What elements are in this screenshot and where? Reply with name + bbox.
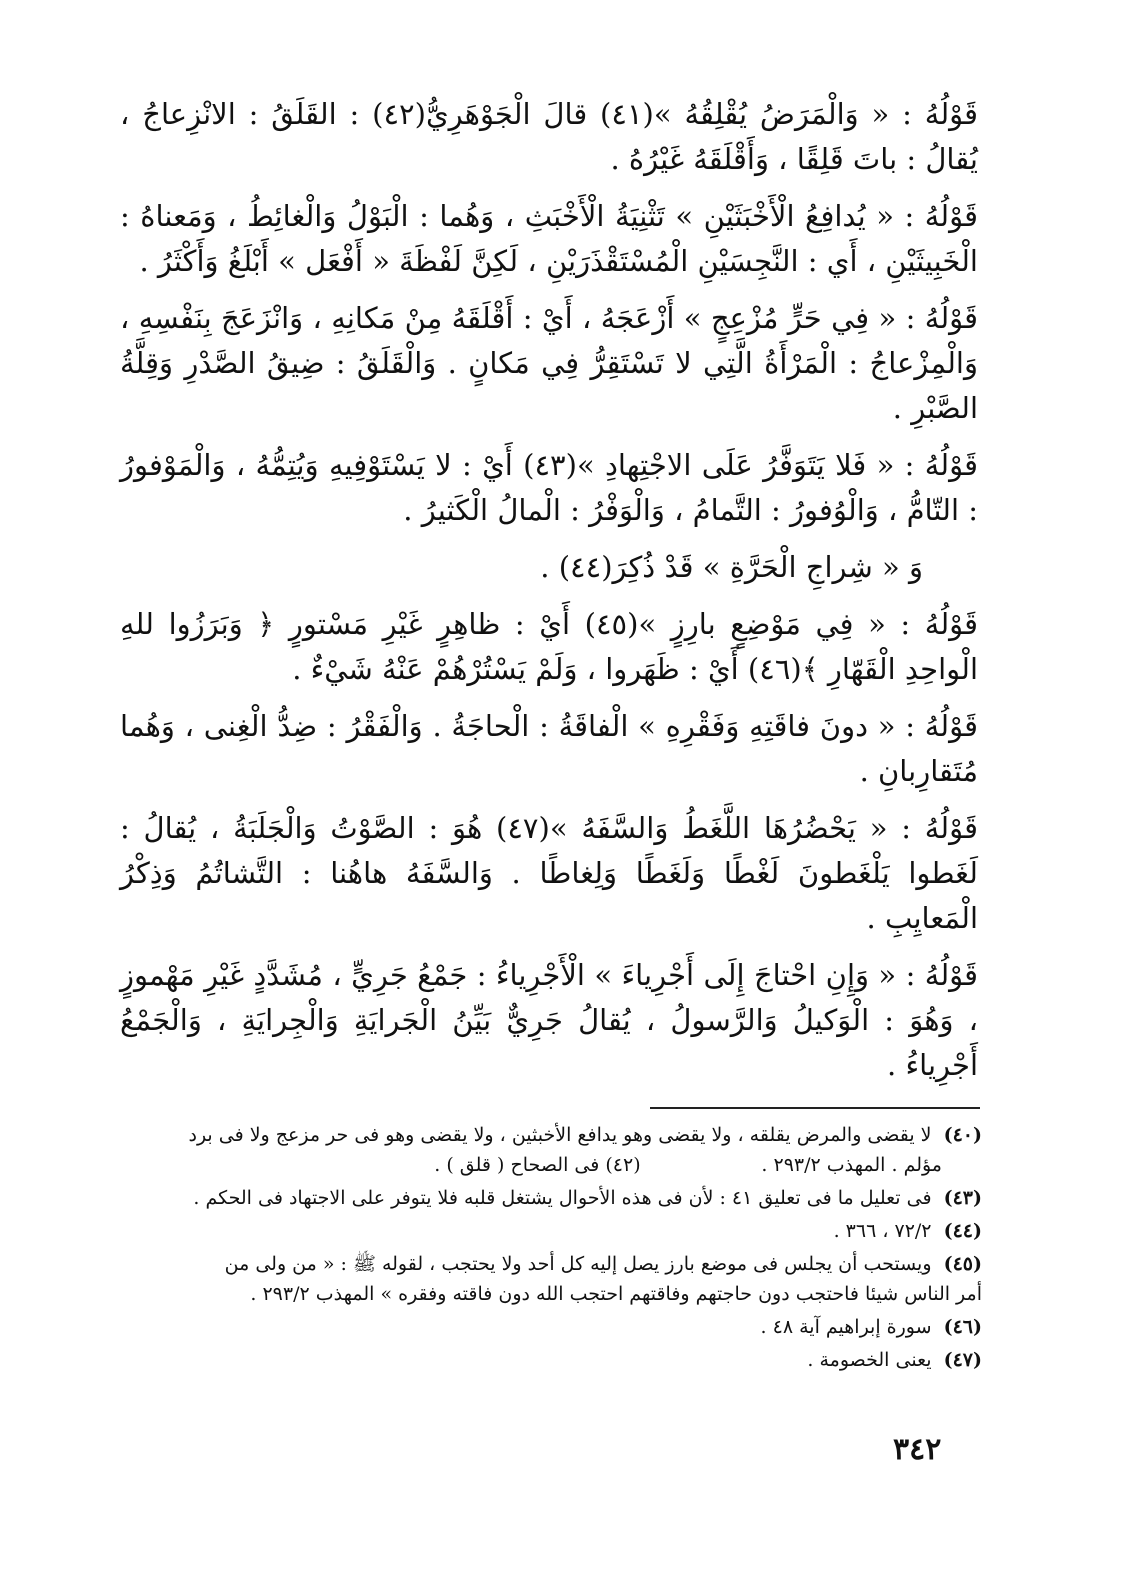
footnote-text: فى تعليل ما فى تعليق ٤١ : لأن فى هذه الأحوال يشتغل قلبه فلا يتوفر على الاجتهاد فى الحكم . <box>193 1187 932 1209</box>
paragraph-3: قَوْلُهُ : « فِي حَرٍّ مُزْعِجٍ » أَزْعَجَهُ ، أَيْ : أَقْلَقَهُ مِنْ مَكانِهِ ، وَانْزَعَجَ بِنَفْسِهِ ، وَالْمِزْعاجُ : الْمَرْأَةُ الَّتِي لا تَسْتَقِرُّ فِي مَكانٍ . وَالْقَلَقُ : ضِيقُ الصَّدْرِ وَقِلَّةُ الصَّبْرِ . <box>120 301 978 425</box>
footnote-text: سورة إبراهيم آية ٤٨ . <box>760 1316 932 1338</box>
footnote-46 <box>122 1312 982 1342</box>
footnote-divider <box>650 1107 980 1109</box>
footnotes <box>122 1120 982 1378</box>
footnote-text: ٧٢/٢ ، ٣٦٦ . <box>833 1220 932 1242</box>
page-number: ٣٤٢ <box>893 1432 942 1467</box>
footnote-text-continued: مؤلم . المهذب ٢٩٣/٢ . (٤٢) فى الصحاح ( قلق ) . <box>434 1154 942 1176</box>
paragraph-7: قَوْلُهُ : « دونَ فاقَتِهِ وَفَقْرِهِ » الْفاقَةُ : الْحاجَةُ . وَالْفَقْرُ : ضِدُّ الْغِنى ، وَهُما مُتَقارِبانِ . <box>120 709 978 788</box>
footnote-text-continued: أمر الناس شيئا فاحتجب دون حاجتهم وفاقتهم احتجب الله دون فاقته وفقره » المهذب ٢٩٣/٢ . <box>250 1283 982 1305</box>
paragraph-2: قَوْلُهُ : « يُدافِعُ الْأَخْبَثَيْنِ » تَثْنِيَةُ الْأَخْبَثِ ، وَهُما : الْبَوْلُ وَالْغائِطُ ، وَمَعناهُ : الْخَبِيثَيْنِ ، أَي : النَّجِسَيْنِ الْمُسْتَقْذَرَيْنِ ، لَكِنَّ لَفْظَةَ « أَفْعَل » أَبْلَغُ وَأَكْثَرُ . <box>120 199 978 278</box>
paragraph-4: قَوْلُهُ : « فَلا يَتَوَفَّرُ عَلَى الاجْتِهادِ »(٤٣) أَيْ : لا يَسْتَوْفِيهِ وَيُتِمُّهُ ، وَالْمَوْفورُ : التّامُّ ، وَالْوُفورُ : التَّمامُ ، وَالْوَفْرُ : الْمالُ الْكَثيرُ . <box>120 448 978 527</box>
paragraph-5: وَ « شِراجِ الْحَرَّةِ » قَدْ ذُكِرَ(٤٤) . <box>540 550 923 584</box>
footnote-number: (٤٣) <box>943 1187 982 1209</box>
footnote-45 <box>122 1249 982 1309</box>
footnote-number: (٤٦) <box>943 1316 982 1338</box>
footnote-text: يعنى الخصومة . <box>807 1349 932 1371</box>
footnote-number: (٤٥) <box>943 1253 982 1275</box>
footnote-47 <box>122 1345 982 1375</box>
footnote-43 <box>122 1183 982 1213</box>
paragraph-1: قَوْلُهُ : « وَالْمَرَضُ يُقْلِقُهُ »(٤١) قالَ الْجَوْهَرِيُّ(٤٢) : القَلَقُ : الانْزِعاجُ ، يُقالُ : باتَ قَلِقًا ، وَأَقْلَقَهُ غَيْرُهُ . <box>120 97 979 176</box>
footnote-40 <box>122 1120 982 1180</box>
paragraph-8: قَوْلُهُ : « يَحْضُرُهَا اللَّغَطُ وَالسَّفَهُ »(٤٧) هُوَ : الصَّوْتُ وَالْجَلَبَةُ ، يُقالُ : لَغَطوا يَلْغَطونَ لَغْطًا وَلَغَطًا وَلِغاطًا . وَالسَّفَهُ هاهُنا : التَّشاتُمُ وَذِكْرُ الْمَعايِبِ . <box>120 811 978 935</box>
footnote-number: (٤٠) <box>943 1124 982 1146</box>
main-text <box>120 92 978 1100</box>
paragraph-6: قَوْلُهُ : « فِي مَوْضِعٍ بارِزٍ »(٤٥) أَيْ : ظاهِرٍ غَيْرِ مَسْتورٍ ﴿ وَبَرَزُوا للهِ الْواحِدِ الْقَهّارِ ﴾(٤٦) أَيْ : ظَهَروا ، وَلَمْ يَسْتُرْهُمْ عَنْهُ شَيْءٌ . <box>120 607 978 686</box>
footnote-number: (٤٧) <box>943 1349 982 1371</box>
paragraph-9: قَوْلُهُ : « وَإِنِ احْتاجَ إِلَى أَجْرِياءَ » الْأَجْرِياءُ : جَمْعُ جَرِيٍّ ، مُشَدَّدٍ غَيْرِ مَهْموزٍ ، وَهُوَ : الْوَكيلُ وَالرَّسولُ ، يُقالُ جَرِيٌّ بَيِّنُ الْجَرايَةِ وَالْجِرايَةِ ، وَالْجَمْعُ أَجْرِياءُ . <box>120 958 978 1082</box>
footnote-text: ويستحب أن يجلس فى موضع بارز يصل إليه كل أحد ولا يحتجب ، لقوله ﷺ : « من ولى من <box>224 1253 932 1275</box>
footnote-number: (٤٤) <box>943 1220 982 1242</box>
footnote-44 <box>122 1216 982 1246</box>
footnote-text: لا يقضى والمرض يقلقه ، ولا يقضى وهو يدافع الأخبثين ، ولا يقضى وهو فى حر مزعج ولا فى برد <box>188 1124 932 1146</box>
